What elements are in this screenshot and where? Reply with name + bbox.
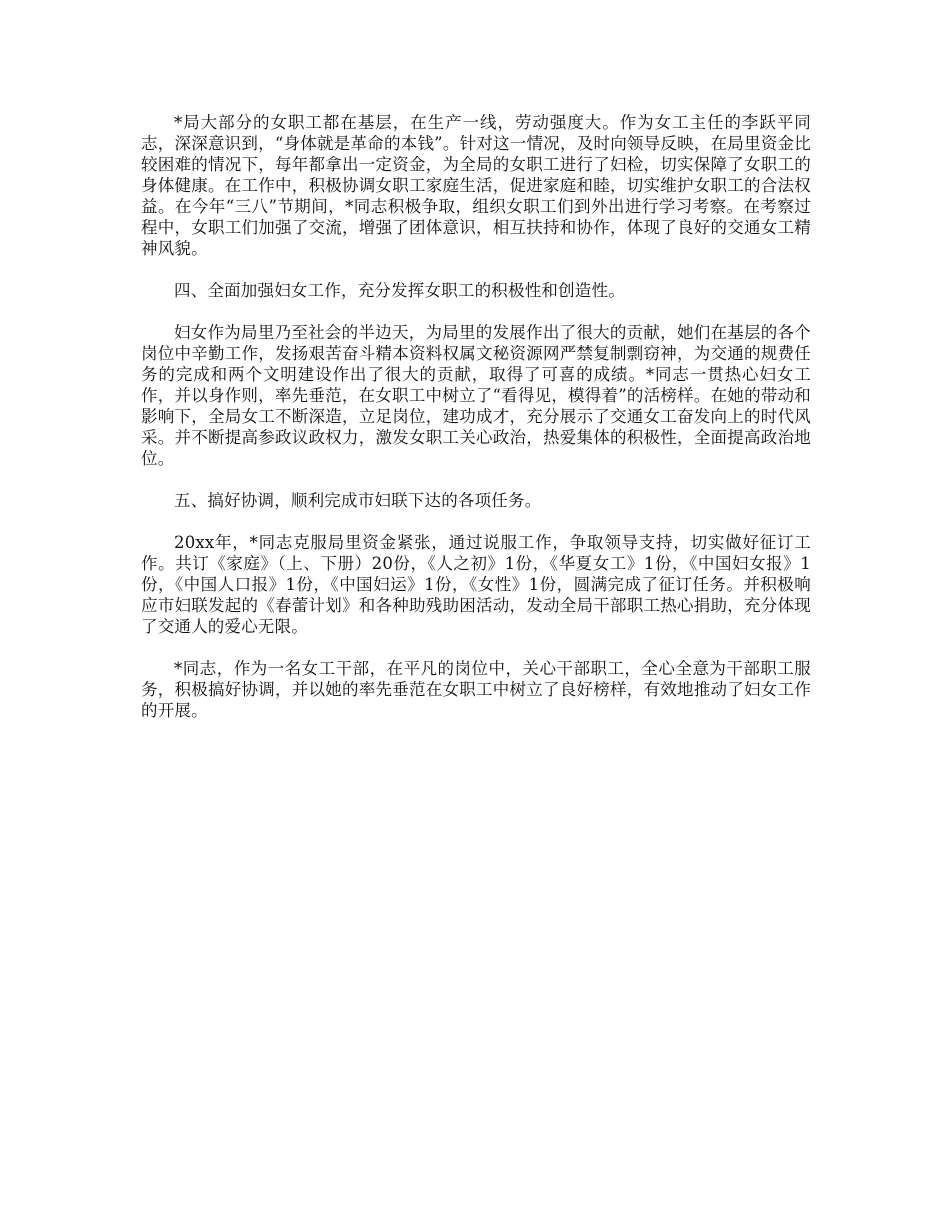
section-heading-four: 四、全面加强妇女工作，充分发挥女职工的积极性和创造性。 xyxy=(174,281,625,300)
paragraph-subscription-tasks: 20xx年，*同志克服局里资金紧张，通过说服工作，争取领导支持，切实做好征订工作。共订《家庭》（上、下册）20份，《人之初》1份，《华夏女工》1份，《中国妇女报》1份，《中国人口报》1份，《中国妇运》1份，《女性》1份，圆满完成了征订任务。并积极响应市妇联发起的《春蕾计划》和各种助残助困活动，发动全局干部职工热心捐助，充分体现了交通人的爱心无限。 xyxy=(141,533,811,636)
document-body xyxy=(141,112,811,742)
paragraph-physical-health: *局大部分的女职工都在基层，在生产一线，劳动强度大。作为女工主任的李跃平同志，深深意识到，“身体就是革命的本钱”。针对这一情况，及时向领导反映，在局里资金比较困难的情况下，每年都拿出一定资金，为全局的女职工进行了妇检，切实保障了女职工的身体健康。在工作中，积极协调女职工家庭生活，促进家庭和睦，切实维护女职工的合法权益。在今年“三八”节期间，*同志积极争取，组织女职工们到外出进行学习考察。在考察过程中，女职工们加强了交流，增强了团体意识，相互扶持和协作，体现了良好的交通女工精神风貌。 xyxy=(141,113,811,258)
paragraph-conclusion: *同志，作为一名女工干部，在平凡的岗位中，关心干部职工，全心全意为干部职工服务，积极搞好协调，并以她的率先垂范在女职工中树立了良好榜样，有效地推动了妇女工作的开展。 xyxy=(141,659,811,720)
section-heading-five: 五、搞好协调，顺利完成市妇联下达的各项任务。 xyxy=(174,491,542,510)
paragraph-women-contribution: 妇女作为局里乃至社会的半边天，为局里的发展作出了很大的贡献，她们在基层的各个岗位中辛勤工作，发扬艰苦奋斗精本资料权属文秘资源网严禁复制剽窃神，为交通的规费任务的完成和两个文明建设作出了很大的贡献，取得了可喜的成绩。*同志一贯热心妇女工作，并以身作则，率先垂范，在女职工中树立了“看得见，模得着”的活榜样。在她的带动和影响下，全局女工不断深造，立足岗位，建功成才，充分展示了交通女工奋发向上的时代风采。并不断提高参政议政权力，激发女职工关心政治，热爱集体的积极性，全面提高政治地位。 xyxy=(141,323,811,468)
